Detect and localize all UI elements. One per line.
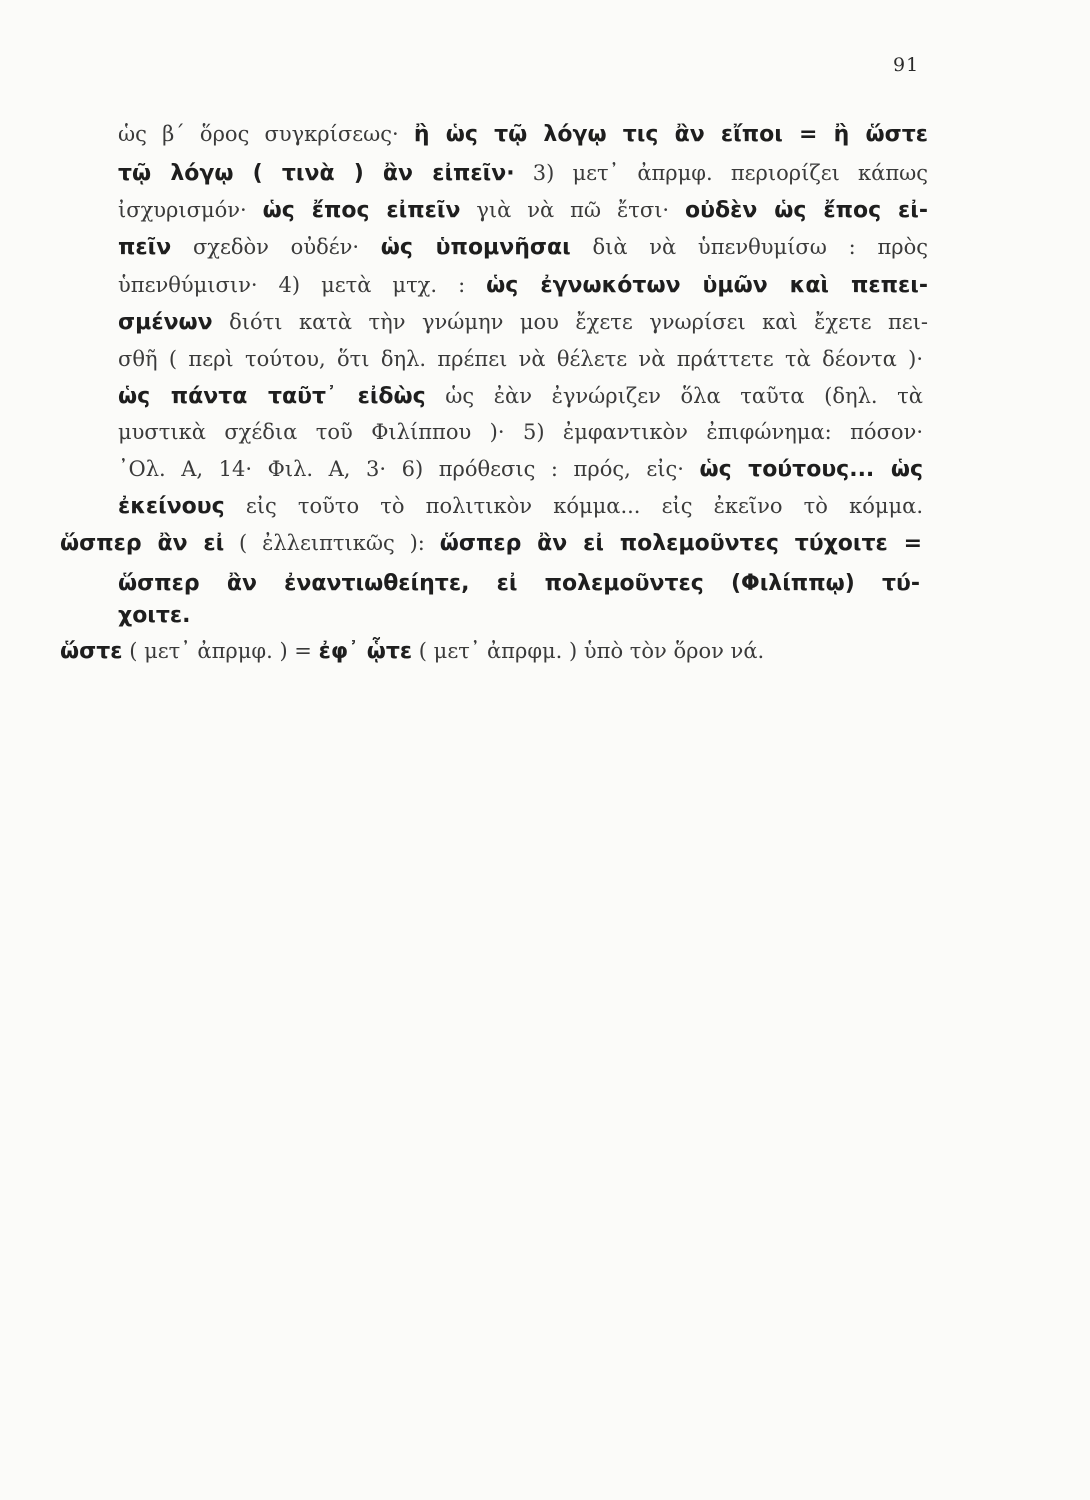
- text-line: [118, 597, 191, 634]
- text-line: [118, 565, 920, 602]
- headword-text: ὥστε: [60, 639, 123, 664]
- headword-text: ὥσπερ ἂν ἐναντιωθείητε, εἰ πολεμοῦντες (Φιλίππῳ) τύ-: [118, 571, 920, 596]
- text-line: [118, 414, 923, 450]
- text-line: [118, 304, 928, 341]
- headword-text: τῷ λόγῳ ( τινὰ ) ἂν εἰπεῖν·: [118, 161, 515, 186]
- explanation-text: ὑπενθύμισιν· 4) μετὰ μτχ. :: [118, 273, 487, 297]
- headword-text: ἐκείνους: [118, 494, 225, 519]
- explanation-text: διὰ νὰ ὑπενθυμίσω : πρὸς: [570, 235, 928, 259]
- explanation-text: 3) μετ᾽ ἀπρμφ. περιορίζει κάπως: [514, 161, 929, 185]
- headword-text: ὡς ἔπος εἰπεῖν: [262, 198, 461, 223]
- explanation-text: ἰσχυρισμόν·: [118, 198, 263, 222]
- text-line: [60, 525, 922, 562]
- text-line: [118, 229, 928, 266]
- headword-text: ὡς ἐγνωκότων ὑμῶν καὶ πεπει-: [486, 273, 928, 298]
- explanation-text: ᾽Ολ. Α, 14· Φιλ. Α, 3· 6) πρόθεσις : πρός, εἰς·: [118, 457, 700, 481]
- headword-text: πεῖν: [118, 235, 172, 260]
- headword-text: ἢ ὡς τῷ λόγῳ τις ἂν εἴποι = ἢ ὥστε: [413, 122, 928, 147]
- headword-text: ὡς τούτους... ὡς: [699, 457, 923, 482]
- explanation-text: ὡς ἐὰν ἐγνώριζεν ὅλα ταῦτα (δηλ. τὰ: [425, 384, 923, 408]
- text-line: [118, 378, 923, 415]
- explanation-text: ( μετ᾽ ἀπρφμ. ) ὑπὸ τὸν ὅρον νά.: [412, 639, 765, 663]
- explanation-text: γιὰ νὰ πῶ ἔτσι·: [460, 198, 686, 222]
- headword-text: ὥσπερ ἂν εἰ: [60, 531, 225, 556]
- headword-text: σμένων: [118, 310, 213, 335]
- headword-text: οὐδὲν ὡς ἔπος εἰ-: [685, 198, 928, 223]
- explanation-text: σθῆ ( περὶ τούτου, ὅτι δηλ. πρέπει νὰ θέλετε νὰ πράττετε τὰ δέοντα )·: [118, 347, 923, 371]
- explanation-text: σχεδὸν οὐδέν·: [171, 235, 381, 259]
- headword-text: χοιτε.: [118, 603, 191, 628]
- page-number: 91: [893, 54, 920, 76]
- headword-text: ὡς πάντα ταῦτ᾽ εἰδὼς: [118, 384, 426, 409]
- text-line: [118, 192, 928, 229]
- text-line: [60, 633, 764, 670]
- text-line: [118, 267, 928, 304]
- headword-text: ὡς ὑπομνῆσαι: [380, 235, 571, 260]
- text-line: [118, 116, 928, 153]
- headword-text: ἐφ᾽ ᾧτε: [318, 639, 413, 664]
- text-line: [118, 451, 923, 488]
- text-line: [118, 488, 923, 525]
- text-line: [118, 341, 923, 377]
- explanation-text: ( μετ᾽ ἀπρμφ. ) =: [122, 639, 319, 663]
- explanation-text: εἰς τοῦτο τὸ πολιτικὸν κόμμα... εἰς ἐκεῖνο τὸ κόμμα.: [224, 494, 923, 518]
- explanation-text: ὡς β΄ ὅρος συγκρίσεως·: [118, 122, 414, 146]
- explanation-text: ( ἐλλειπτικῶς ):: [224, 531, 440, 555]
- explanation-text: μυστικὰ σχέδια τοῦ Φιλίππου )· 5) ἐμφαντικὸν ἐπιφώνημα: πόσον·: [118, 420, 923, 444]
- headword-text: ὥσπερ ἂν εἰ πολεμοῦντες τύχοιτε =: [439, 531, 923, 556]
- text-line: [118, 155, 928, 192]
- explanation-text: διότι κατὰ τὴν γνώμην μου ἔχετε γνωρίσει καὶ ἔχετε πει-: [212, 310, 928, 334]
